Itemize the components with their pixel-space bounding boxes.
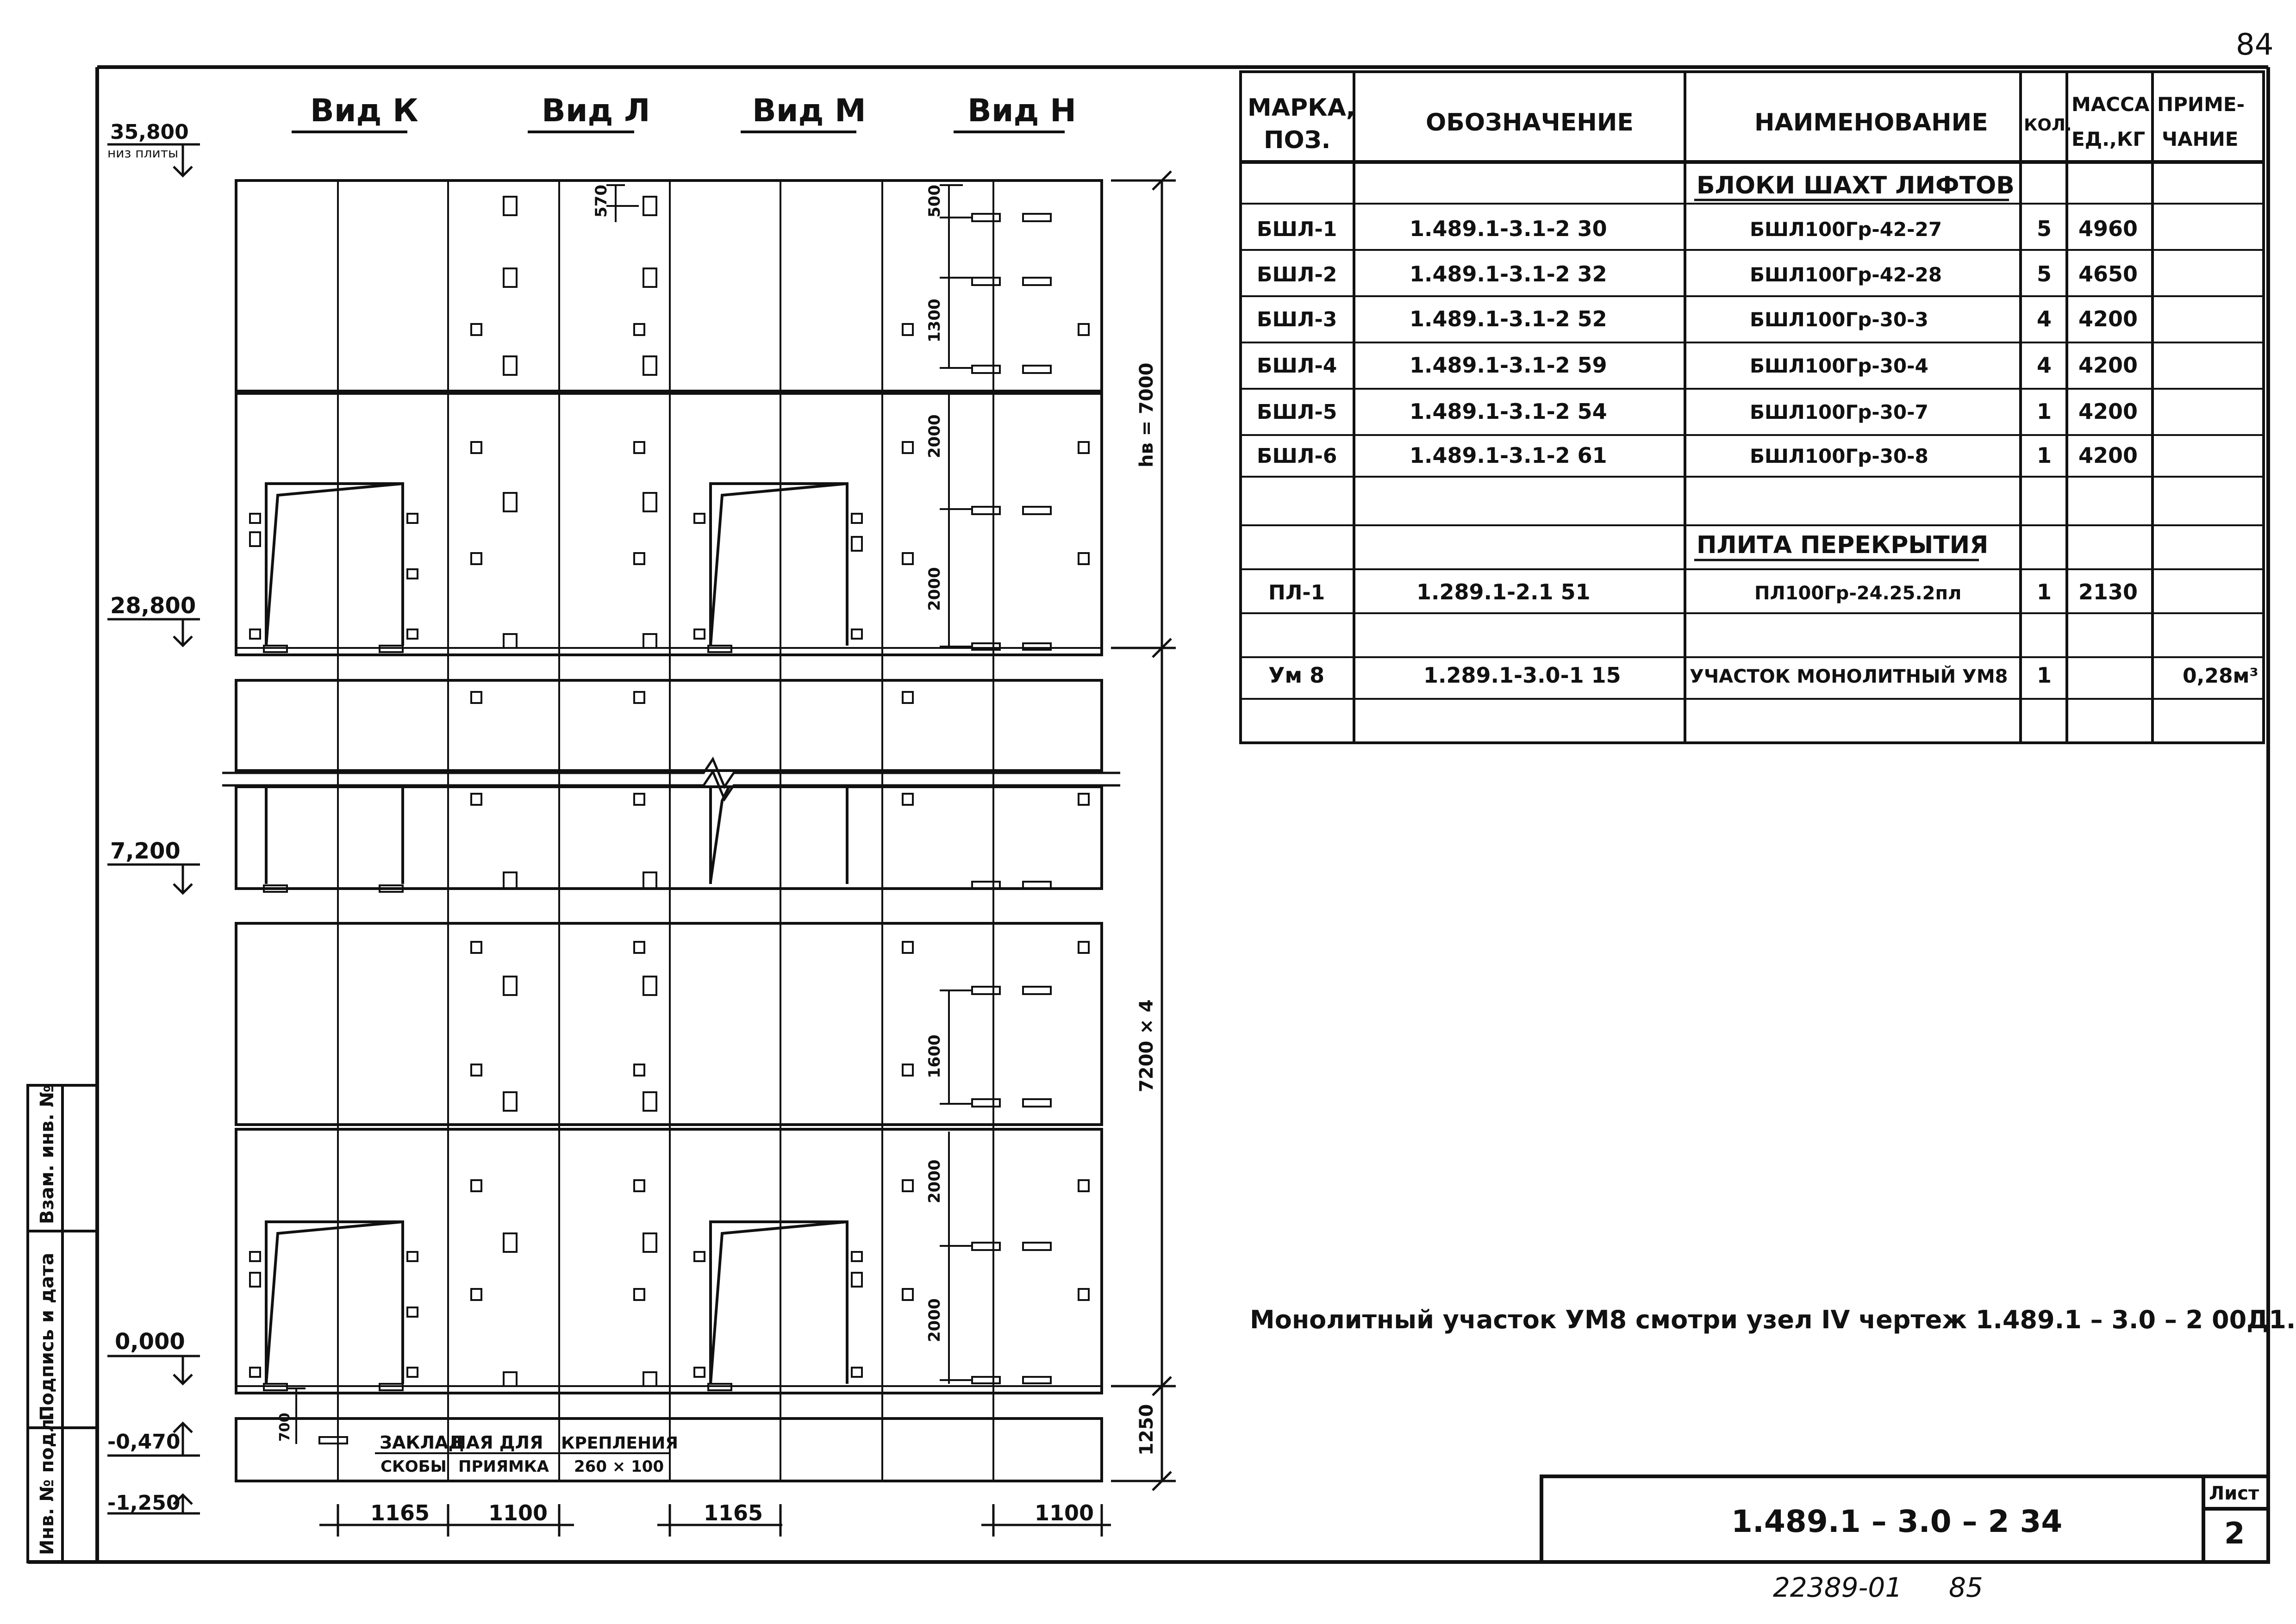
row5-designation: 1.489.1-3.1-2 54 [1410, 399, 1607, 424]
slab-mass: 2130 [2078, 579, 2138, 604]
embed-note-l2: НАЯ ДЛЯ [451, 1432, 543, 1453]
section-blocks: БЛОКИ ШАХТ ЛИФТОВ [1697, 172, 2015, 199]
elevation-e4: -0,470 [107, 1430, 181, 1454]
elevation-top-note: низ плиты [107, 145, 179, 161]
spec-row-monolithic [1268, 663, 2259, 688]
slab-mark: ПЛ-1 [1268, 581, 1325, 604]
dim-1100-b: 1100 [1035, 1500, 1094, 1525]
row1-mass: 4960 [2078, 216, 2138, 241]
bottom-page: 85 [1949, 1572, 1983, 1603]
row4-mark: БШЛ-4 [1257, 354, 1337, 378]
elevation-e3: 0,000 [115, 1329, 185, 1355]
dim-1100-a: 1100 [488, 1500, 548, 1525]
internal-dims [277, 185, 944, 1442]
row3-mark: БШЛ-3 [1257, 308, 1337, 331]
row1-mark: БШЛ-1 [1257, 218, 1337, 241]
general-note: Монолитный участок УМ8 смотри узел IV чертеж 1.489.1 – 3.0 – 2 00Д1. [1250, 1305, 2296, 1334]
elevation-drawing [222, 180, 1120, 1481]
dim-1165-a: 1165 [370, 1500, 430, 1525]
mono-name: УЧАСТОК МОНОЛИТНЫЙ УМ8 [1690, 666, 2008, 687]
row1-qty: 5 [2037, 216, 2052, 241]
dim-700: 700 [277, 1412, 293, 1442]
dim-2000a: 2000 [925, 414, 944, 458]
row5-mark: БШЛ-5 [1257, 400, 1337, 424]
view-title-l: Вид Л [542, 93, 650, 129]
embed-note-l4: СКОБЫ [381, 1457, 447, 1476]
dim-570: 570 [592, 185, 611, 218]
spec-row-slab [1268, 579, 2138, 604]
mono-qty: 1 [2037, 663, 2052, 688]
row4-qty: 4 [2037, 353, 2052, 378]
page-number-top: 84 [2236, 28, 2274, 62]
elevation-e1: 28,800 [110, 593, 196, 619]
row6-designation: 1.489.1-3.1-2 61 [1410, 443, 1607, 468]
slab-name: ПЛ100Гр-24.25.2пл [1754, 583, 1962, 604]
row5-qty: 1 [2037, 399, 2052, 424]
row2-qty: 5 [2037, 261, 2052, 286]
row2-name: БШЛ100Гр-42-28 [1750, 263, 1942, 286]
embed-note-l1: ЗАКЛАД [380, 1432, 464, 1453]
row1-name: БШЛ100Гр-42-27 [1750, 218, 1942, 241]
view-titles [292, 93, 1076, 132]
header-qty: КОЛ. [2024, 116, 2072, 135]
view-title-m: Вид М [752, 93, 866, 129]
elevation-e2: 7,200 [110, 838, 181, 864]
header-note2: ЧАНИЕ [2162, 128, 2239, 150]
header-designation: ОБОЗНАЧЕНИЕ [1426, 109, 1634, 137]
row6-mark: БШЛ-6 [1257, 444, 1337, 468]
dim-7200x4: 7200 × 4 [1136, 999, 1157, 1092]
dim-hb: hв = 7000 [1136, 362, 1157, 467]
stamp-code: 1.489.1 – 3.0 – 2 34 [1731, 1504, 2063, 1539]
embed-note-l3: КРЕПЛЕНИЯ [561, 1434, 679, 1453]
dim-2000d: 2000 [925, 1298, 944, 1342]
elevation-e5: -1,250 [107, 1491, 181, 1515]
section-slab: ПЛИТА ПЕРЕКРЫТИЯ [1697, 531, 1989, 559]
dim-2000c: 2000 [925, 1159, 944, 1203]
row3-qty: 4 [2037, 306, 2052, 331]
embed-note-l5: ПРИЯМКА [458, 1457, 549, 1476]
row1-designation: 1.489.1-3.1-2 30 [1410, 216, 1607, 241]
row4-name: БШЛ100Гр-30-4 [1750, 355, 1928, 377]
embed-note [375, 1432, 678, 1476]
row3-designation: 1.489.1-3.1-2 52 [1410, 306, 1607, 331]
header-mark: МАРКА, [1248, 94, 1355, 122]
header-mass: МАССА [2071, 93, 2150, 116]
side-stamp-replace: Взам. инв. № [37, 1085, 58, 1224]
mono-note: 0,28м³ [2183, 664, 2259, 688]
header-note: ПРИМЕ- [2157, 93, 2245, 116]
side-stamp-inv: Инв. № подл. [37, 1412, 58, 1555]
side-stamp-sign: Подпись и дата [37, 1252, 58, 1421]
dim-1250: 1250 [1136, 1404, 1157, 1456]
spec-header [1248, 93, 2245, 154]
row3-mass: 4200 [2078, 306, 2138, 331]
slab-designation: 1.289.1-2.1 51 [1416, 579, 1591, 604]
mono-designation: 1.289.1-3.0-1 15 [1423, 663, 1621, 688]
elevation-marks [107, 120, 200, 1515]
header-mass2: ЕД.,КГ [2071, 128, 2146, 150]
row5-name: БШЛ100Гр-30-7 [1750, 401, 1928, 423]
elevation-top: 35,800 [110, 120, 189, 144]
sheet-frame [28, 67, 2268, 1562]
row3-name: БШЛ100Гр-30-3 [1750, 308, 1928, 331]
row4-designation: 1.489.1-3.1-2 59 [1410, 353, 1607, 378]
embed-note-l6: 260 × 100 [574, 1457, 664, 1476]
row4-mass: 4200 [2078, 353, 2138, 378]
row2-mass: 4650 [2078, 261, 2138, 286]
slab-qty: 1 [2037, 579, 2052, 604]
row6-qty: 1 [2037, 443, 2052, 468]
view-title-k: Вид К [310, 93, 418, 129]
stamp-sheet-number: 2 [2224, 1517, 2245, 1551]
dim-1165-b: 1165 [704, 1500, 763, 1525]
header-mark2: ПОЗ. [1264, 126, 1331, 154]
mono-mark: Ум 8 [1268, 663, 1325, 688]
dim-1300: 1300 [925, 299, 944, 342]
bottom-code: 22389-01 [1773, 1572, 1903, 1603]
column-dividers [338, 180, 993, 1481]
header-name: НАИМЕНОВАНИЕ [1754, 109, 1988, 137]
door-openings [266, 484, 847, 1384]
row2-designation: 1.489.1-3.1-2 32 [1410, 261, 1607, 286]
view-title-n: Вид Н [967, 93, 1076, 129]
row2-mark: БШЛ-2 [1257, 263, 1337, 286]
view-n-dim-lines [287, 185, 972, 1444]
dim-1600: 1600 [925, 1034, 944, 1078]
row6-mass: 4200 [2078, 443, 2138, 468]
stamp-sheet-label: Лист [2209, 1483, 2259, 1504]
row5-mass: 4200 [2078, 399, 2138, 424]
dim-2000b: 2000 [925, 567, 944, 611]
dim-500: 500 [925, 185, 944, 218]
row6-name: БШЛ100Гр-30-8 [1750, 445, 1928, 467]
